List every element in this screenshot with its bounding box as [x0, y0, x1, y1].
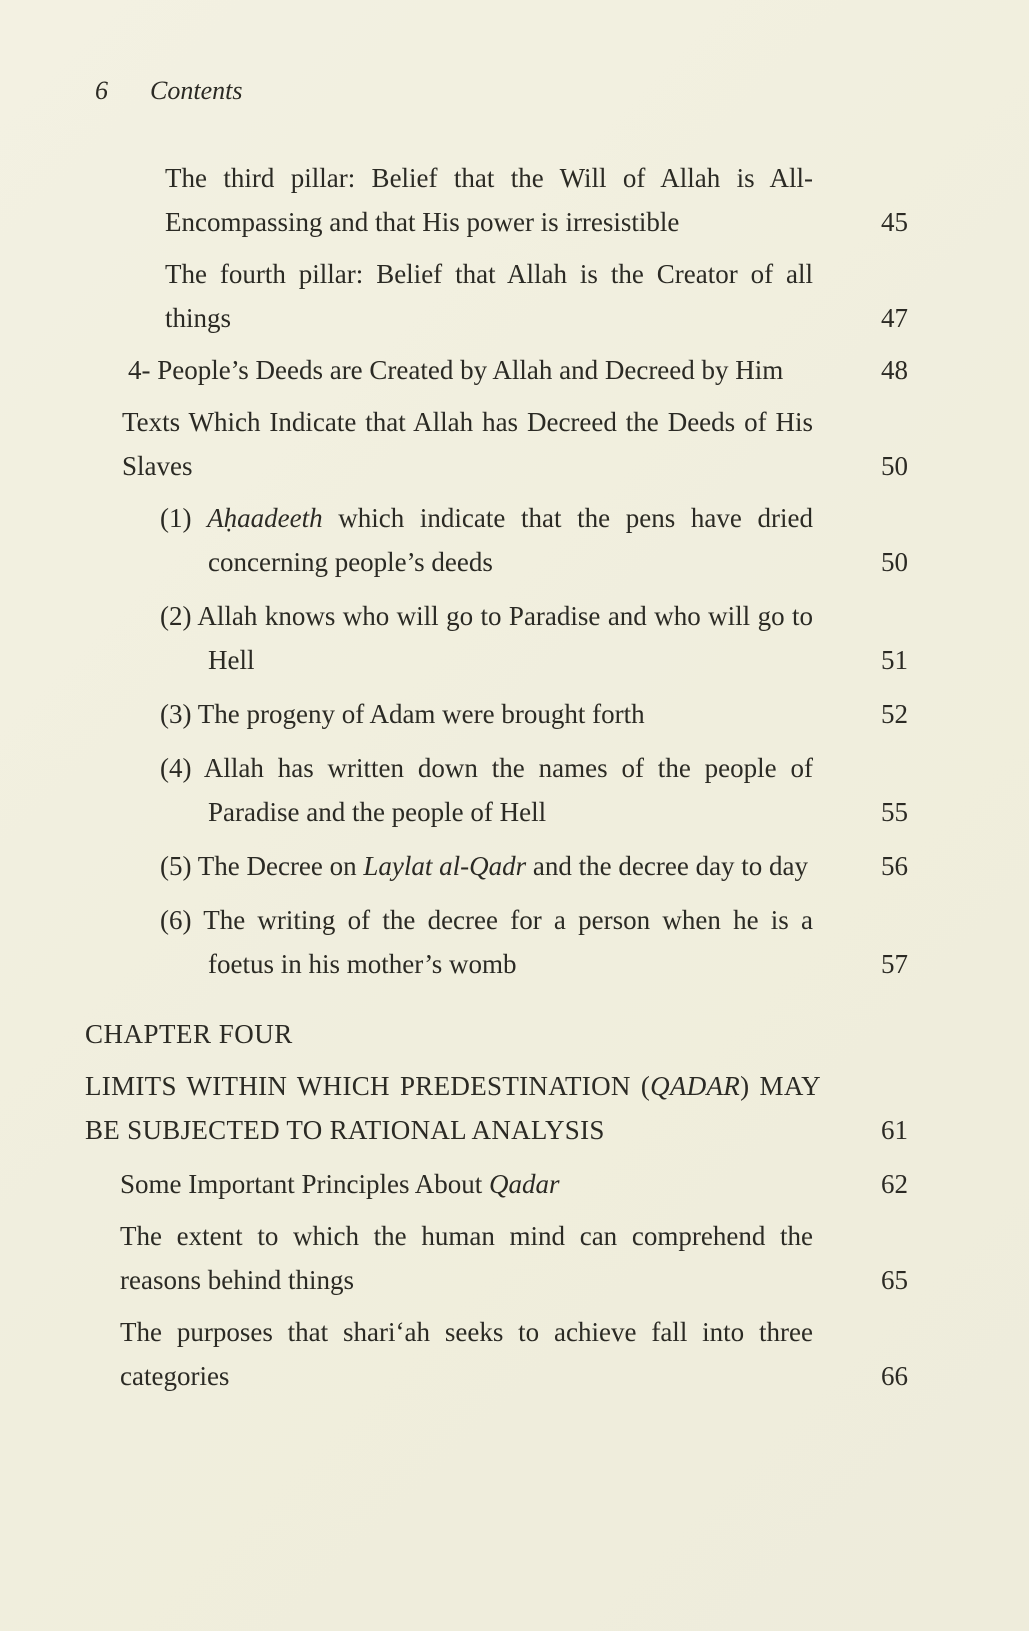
toc-entry	[85, 156, 908, 244]
toc-entry-text	[160, 746, 813, 834]
toc-entry-text	[120, 1310, 813, 1398]
toc-entry-text	[85, 1012, 825, 1056]
running-title: Contents	[150, 76, 243, 105]
toc-entry-text	[165, 252, 813, 340]
toc-entry	[85, 1310, 908, 1398]
text-segment: QADAR	[650, 1071, 741, 1101]
text-segment: Some Important Principles About	[120, 1169, 489, 1199]
text-segment: The purposes that shari‘ah seeks to achieve fall into three categories	[120, 1317, 813, 1391]
toc	[85, 156, 908, 1406]
text-segment: The fourth pillar: Belief that Allah is the Creator of all things	[165, 259, 813, 333]
toc-page-number: 50	[881, 451, 908, 481]
toc-entry	[85, 844, 908, 888]
toc-page-number: 48	[881, 355, 908, 385]
toc-entry-text	[85, 1064, 821, 1152]
toc-page-number: 66	[881, 1361, 908, 1391]
text-segment: 4- People’s Deeds are Created by Allah and Decreed by Him	[128, 355, 784, 385]
toc-page-number: 62	[881, 1169, 908, 1199]
text-segment: LIMITS WITHIN WHICH PREDESTINATION (	[85, 1071, 651, 1101]
toc-page-number: 45	[881, 207, 908, 237]
toc-entry	[85, 692, 908, 736]
text-segment: Laylat al-Qadr	[363, 851, 527, 881]
toc-entry	[85, 1064, 908, 1152]
text-segment: (3) The progeny of Adam were brought forth	[160, 699, 645, 729]
text-segment: (1)	[160, 503, 208, 533]
toc-entry-text	[120, 1162, 813, 1206]
text-segment: (5) The Decree on	[160, 851, 364, 881]
text-segment: CHAPTER FOUR	[85, 1019, 293, 1049]
text-segment: and the decree day to day	[526, 851, 809, 881]
toc-entry-text	[160, 844, 813, 888]
toc-entry-text	[160, 692, 813, 736]
toc-entry	[85, 1162, 908, 1206]
toc-entry-text	[160, 496, 813, 584]
toc-entry	[85, 252, 908, 340]
toc-entry	[85, 746, 908, 834]
toc-page-number: 56	[881, 851, 908, 881]
text-segment: (2) Allah knows who will go to Paradise and who will go to Hell	[160, 601, 813, 675]
text-segment: (4) Allah has written down the names of the people of Paradise and the people of Hell	[160, 753, 813, 827]
toc-page-number: 57	[881, 949, 908, 979]
toc-page-number: 55	[881, 797, 908, 827]
toc-entry-text	[128, 348, 813, 392]
toc-entry-text	[120, 1214, 813, 1302]
text-segment: ) MAY BE SUBJECTED TO RATIONAL ANALYSIS	[85, 1071, 821, 1145]
toc-entry	[85, 1012, 908, 1056]
page-number-folio: 6	[95, 76, 108, 105]
text-segment: (6) The writing of the decree for a person when he is a foetus in his mother’s womb	[160, 905, 813, 979]
page-header	[95, 76, 242, 106]
text-segment: The extent to which the human mind can comprehend the reasons behind things	[120, 1221, 813, 1295]
toc-entry	[85, 348, 908, 392]
toc-entry	[85, 1214, 908, 1302]
toc-page-number: 47	[881, 303, 908, 333]
toc-page-number: 61	[881, 1115, 908, 1145]
toc-entry-text	[160, 594, 813, 682]
toc-page-number: 65	[881, 1265, 908, 1295]
text-segment: The third pillar: Belief that the Will of Allah is All-Encompassing and that His power is irresistible	[165, 163, 813, 237]
text-segment: which indicate that the pens have dried concerning people’s deeds	[208, 503, 813, 577]
toc-entry	[85, 400, 908, 488]
toc-entry	[85, 898, 908, 986]
toc-page-number: 51	[881, 645, 908, 675]
toc-entry-text	[160, 898, 813, 986]
toc-entry-text	[165, 156, 813, 244]
text-segment: Aḥaadeeth	[207, 503, 323, 533]
toc-entry-text	[122, 400, 813, 488]
text-segment: Qadar	[488, 1169, 560, 1199]
toc-entry	[85, 594, 908, 682]
text-segment: Texts Which Indicate that Allah has Decreed the Deeds of His Slaves	[122, 407, 813, 481]
toc-page-number: 52	[881, 699, 908, 729]
toc-entry	[85, 496, 908, 584]
toc-page-number: 50	[881, 547, 908, 577]
